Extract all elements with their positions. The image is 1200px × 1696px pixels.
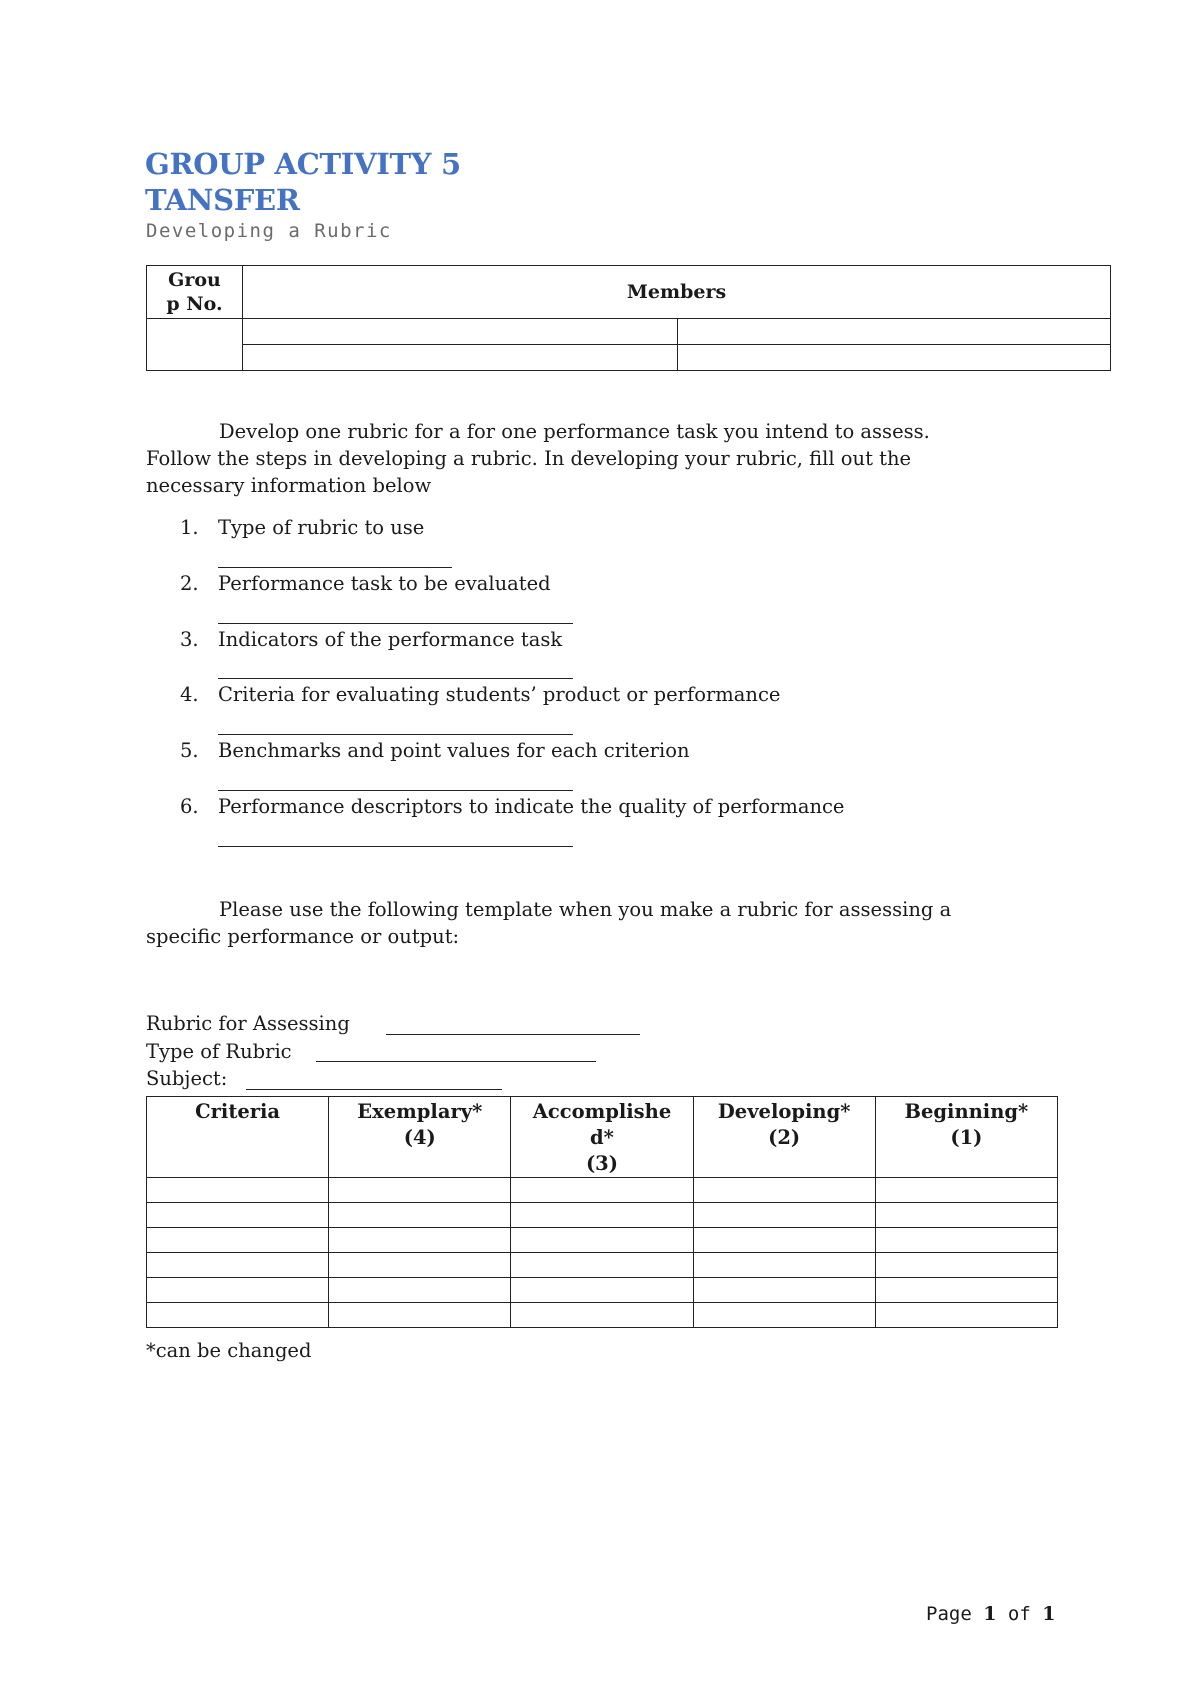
title-line-2: TANSFER bbox=[145, 183, 300, 217]
table-cell[interactable] bbox=[875, 1303, 1057, 1328]
step-1-blank[interactable] bbox=[218, 567, 452, 568]
step-6: 6. Performance descriptors to indicate the quality of performance bbox=[180, 795, 845, 818]
header-developing: Developing* (2) bbox=[693, 1097, 875, 1178]
header-criteria: Criteria bbox=[147, 1097, 329, 1178]
table-cell[interactable] bbox=[511, 1253, 693, 1278]
table-cell[interactable] bbox=[511, 1203, 693, 1228]
table-cell[interactable] bbox=[511, 1228, 693, 1253]
group-no-header: Grou p No. bbox=[147, 266, 243, 319]
table-cell[interactable] bbox=[693, 1303, 875, 1328]
table-row bbox=[147, 1228, 1058, 1253]
table-cell[interactable] bbox=[875, 1253, 1057, 1278]
group-no-cell[interactable] bbox=[147, 319, 243, 371]
table-row bbox=[147, 1303, 1058, 1328]
table-cell[interactable] bbox=[329, 1228, 511, 1253]
subject-blank[interactable] bbox=[246, 1089, 502, 1090]
step-5: 5. Benchmarks and point values for each criterion bbox=[180, 739, 690, 762]
table-cell[interactable] bbox=[875, 1228, 1057, 1253]
table-cell[interactable] bbox=[875, 1178, 1057, 1203]
step-1: 1. Type of rubric to use bbox=[180, 516, 425, 539]
table-row bbox=[147, 1253, 1058, 1278]
table-cell[interactable] bbox=[875, 1278, 1057, 1303]
table-cell[interactable] bbox=[329, 1203, 511, 1228]
table-cell[interactable] bbox=[693, 1228, 875, 1253]
table-cell[interactable] bbox=[693, 1278, 875, 1303]
table-cell[interactable] bbox=[329, 1178, 511, 1203]
header-accomplished: Accomplishe d* (3) bbox=[511, 1097, 693, 1178]
step-4: 4. Criteria for evaluating students’ product or performance bbox=[180, 683, 781, 706]
subtitle: Developing a Rubric bbox=[146, 220, 392, 242]
table-cell[interactable] bbox=[693, 1178, 875, 1203]
page-footer: Page 1 of 1 bbox=[926, 1603, 1056, 1625]
table-cell[interactable] bbox=[147, 1253, 329, 1278]
title-line-1: GROUP ACTIVITY 5 bbox=[145, 147, 461, 181]
step-4-blank[interactable] bbox=[218, 734, 573, 735]
subject-label: Subject: bbox=[146, 1067, 228, 1090]
table-cell[interactable] bbox=[693, 1253, 875, 1278]
member-cell[interactable] bbox=[678, 345, 1111, 371]
table-cell[interactable] bbox=[147, 1178, 329, 1203]
intro-line-1: Develop one rubric for a for one performance task you intend to assess. bbox=[219, 420, 930, 443]
header-beginning: Beginning* (1) bbox=[875, 1097, 1057, 1178]
table-cell[interactable] bbox=[329, 1253, 511, 1278]
member-cell[interactable] bbox=[243, 319, 678, 345]
intro-line-2: Follow the steps in developing a rubric. In developing your rubric, fill out the bbox=[146, 447, 912, 470]
members-header: Members bbox=[243, 266, 1111, 319]
step-3: 3. Indicators of the performance task bbox=[180, 628, 563, 651]
step-2: 2. Performance task to be evaluated bbox=[180, 572, 551, 595]
header-exemplary: Exemplary* (4) bbox=[329, 1097, 511, 1178]
table-cell[interactable] bbox=[147, 1303, 329, 1328]
table-cell[interactable] bbox=[329, 1303, 511, 1328]
step-3-blank[interactable] bbox=[218, 678, 573, 679]
step-2-blank[interactable] bbox=[218, 623, 573, 624]
table-cell[interactable] bbox=[511, 1303, 693, 1328]
table-cell[interactable] bbox=[147, 1228, 329, 1253]
table-cell[interactable] bbox=[511, 1278, 693, 1303]
rubric-table bbox=[146, 1096, 1058, 1328]
type-of-rubric-label: Type of Rubric bbox=[146, 1040, 292, 1063]
table-cell[interactable] bbox=[329, 1278, 511, 1303]
intro-line-3: necessary information below bbox=[146, 474, 432, 497]
template-note-line-2: specific performance or output: bbox=[146, 925, 460, 948]
footnote: *can be changed bbox=[146, 1339, 312, 1362]
step-6-blank[interactable] bbox=[218, 846, 573, 847]
members-table bbox=[146, 265, 1111, 371]
member-cell[interactable] bbox=[243, 345, 678, 371]
table-cell[interactable] bbox=[693, 1203, 875, 1228]
table-row bbox=[147, 1203, 1058, 1228]
table-cell[interactable] bbox=[147, 1203, 329, 1228]
member-cell[interactable] bbox=[678, 319, 1111, 345]
table-cell[interactable] bbox=[511, 1178, 693, 1203]
type-of-rubric-blank[interactable] bbox=[316, 1061, 596, 1062]
rubric-for-blank[interactable] bbox=[386, 1034, 640, 1035]
table-row bbox=[147, 1278, 1058, 1303]
table-cell[interactable] bbox=[147, 1278, 329, 1303]
template-note-line-1: Please use the following template when you make a rubric for assessing a bbox=[219, 898, 952, 921]
step-5-blank[interactable] bbox=[218, 790, 573, 791]
table-row bbox=[147, 1178, 1058, 1203]
rubric-for-label: Rubric for Assessing bbox=[146, 1012, 350, 1035]
table-cell[interactable] bbox=[875, 1203, 1057, 1228]
